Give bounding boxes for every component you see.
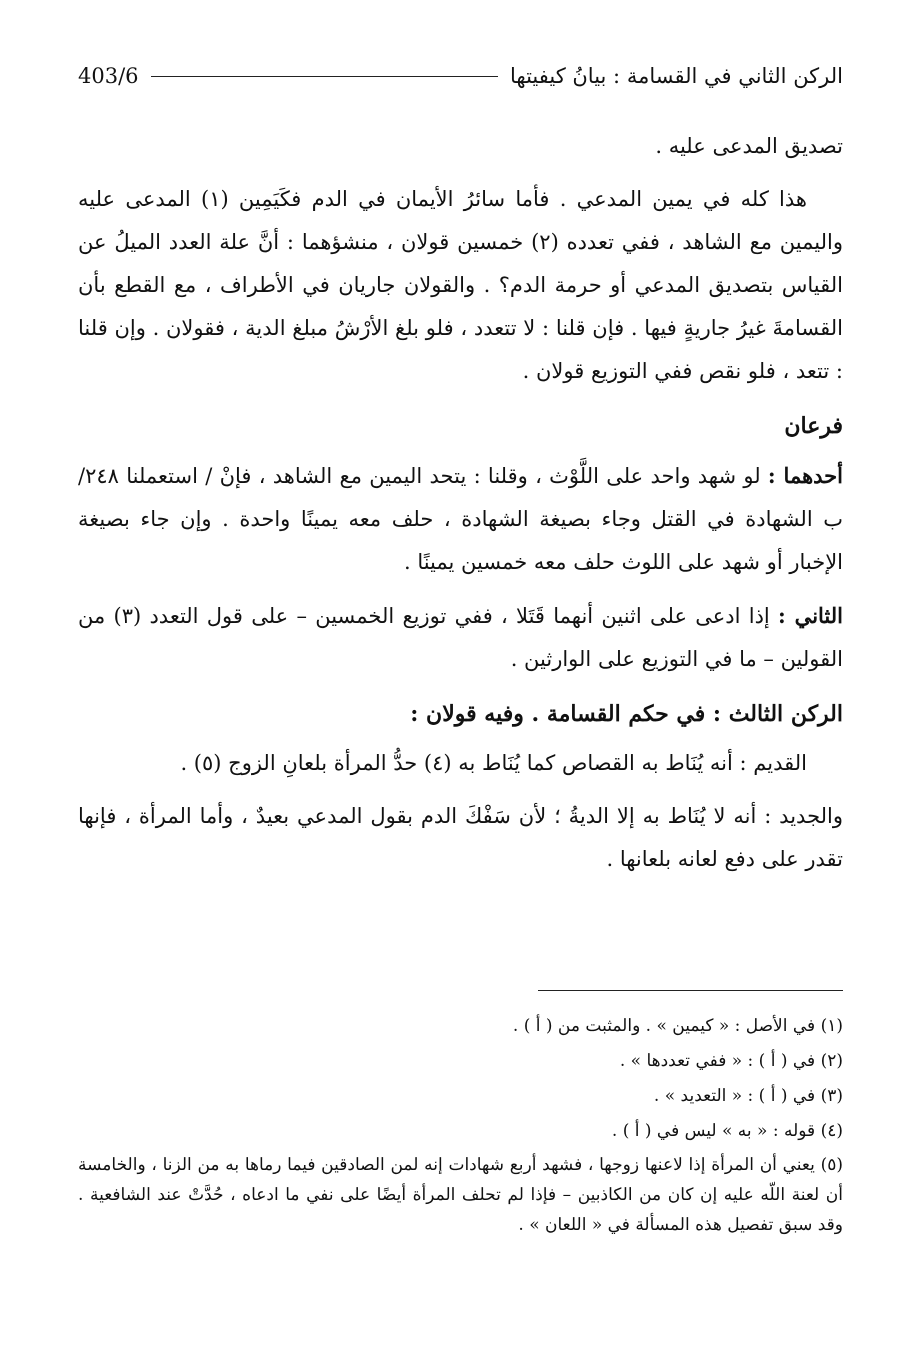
section-heading-two-branches: فرعان — [784, 413, 843, 439]
paragraph-new-view: والجديد : أنه لا يُنَاط به إلا الديةُ ؛ لأن سَفْكَ الدم بقول المدعي بعيدٌ ، وأما المرأة ، فإنها تقدر على دفع لعانه بلعانها . — [78, 804, 843, 871]
footnote-separator — [538, 990, 843, 991]
footnote-1: (١) في الأصل : « كيمين » . والمثبت من ( أ ) . — [512, 1016, 843, 1036]
section-heading-third-pillar: الركن الثالث : في حكم القسامة . وفيه قولان : — [410, 701, 843, 727]
header-title: الركن الثاني في القسامة : بيانُ كيفيتها — [510, 64, 843, 88]
main-text — [78, 125, 843, 881]
paragraph-continuation: تصديق المدعى عليه . — [655, 134, 843, 158]
footnotes — [78, 1010, 843, 1243]
page-number: 403/6 — [78, 64, 139, 88]
footnote-5: (٥) يعني أن المرأة إذا لاعنها زوجها ، فشهد أربع شهادات إنه لمن الصادقين فيما رماها به من الزنا ، والخامسة أن لعنة اللّه عليه إن كان من الكاذبين – فإذا لم تحلف المرأة أيضًا على نفي ما ادعاه ، حُدَّتْ عند الشافعية . وقد سبق تفصيل هذه المسألة في « اللعان » . — [78, 1155, 843, 1235]
footnote-2: (٢) في ( أ ) : « ففي تعددها » . — [619, 1051, 843, 1071]
branch-two-lead: الثاني : — [778, 603, 844, 628]
header-rule — [151, 76, 498, 77]
footnote-3: (٣) في ( أ ) : « التعديد » . — [653, 1086, 843, 1106]
paragraph-old-view: القديم : أنه يُنَاط به القصاص كما يُنَاط به (٤) حدُّ المرأة بلعانِ الزوج (٥) . — [180, 751, 807, 775]
paragraph-oaths: هذا كله في يمين المدعي . فأما سائرُ الأيمان في الدم فكَيَمِين (١) المدعى عليه واليمين مع الشاهد ، ففي تعدده (٢) خمسين قولان ، منشؤهما : أنَّ علة العدد الميلُ عن القياس بتصديق المدعي أو حرمة الدم؟ . والقولان جاريان في الأطراف ، مع القطع بأن القسامةَ غيرُ جاريةٍ فيها . فإن قلنا : لا تتعدد ، فلو بلغ الأرْشُ مبلغ الدية ، فقولان . وإن قلنا : تتعد ، فلو نقص ففي التوزيع قولان . — [78, 187, 843, 383]
branch-one-text: لو شهد واحد على اللَّوْث ، وقلنا : يتحد اليمين مع الشاهد ، فإنْ / استعملنا ٢٤٨/ب الشهادة في القتل وجاء بصيغة الشهادة ، حلف معه يمينًا واحدة . وإن جاء بصيغة الإخبار أو شهد على اللوث حلف معه خمسين يمينًا . — [78, 464, 843, 574]
running-header — [78, 58, 843, 94]
branch-two-paragraph — [78, 594, 843, 681]
branch-one-paragraph — [78, 454, 843, 584]
footnote-4: (٤) قوله : « به » ليس في ( أ ) . — [611, 1121, 843, 1141]
branch-two-text: إذا ادعى على اثنين أنهما قَتَلا ، ففي توزيع الخمسين – على قول التعدد (٣) من القولين – ما في التوزيع على الوارثين . — [78, 604, 843, 671]
branch-one-lead: أحدهما : — [767, 463, 843, 488]
